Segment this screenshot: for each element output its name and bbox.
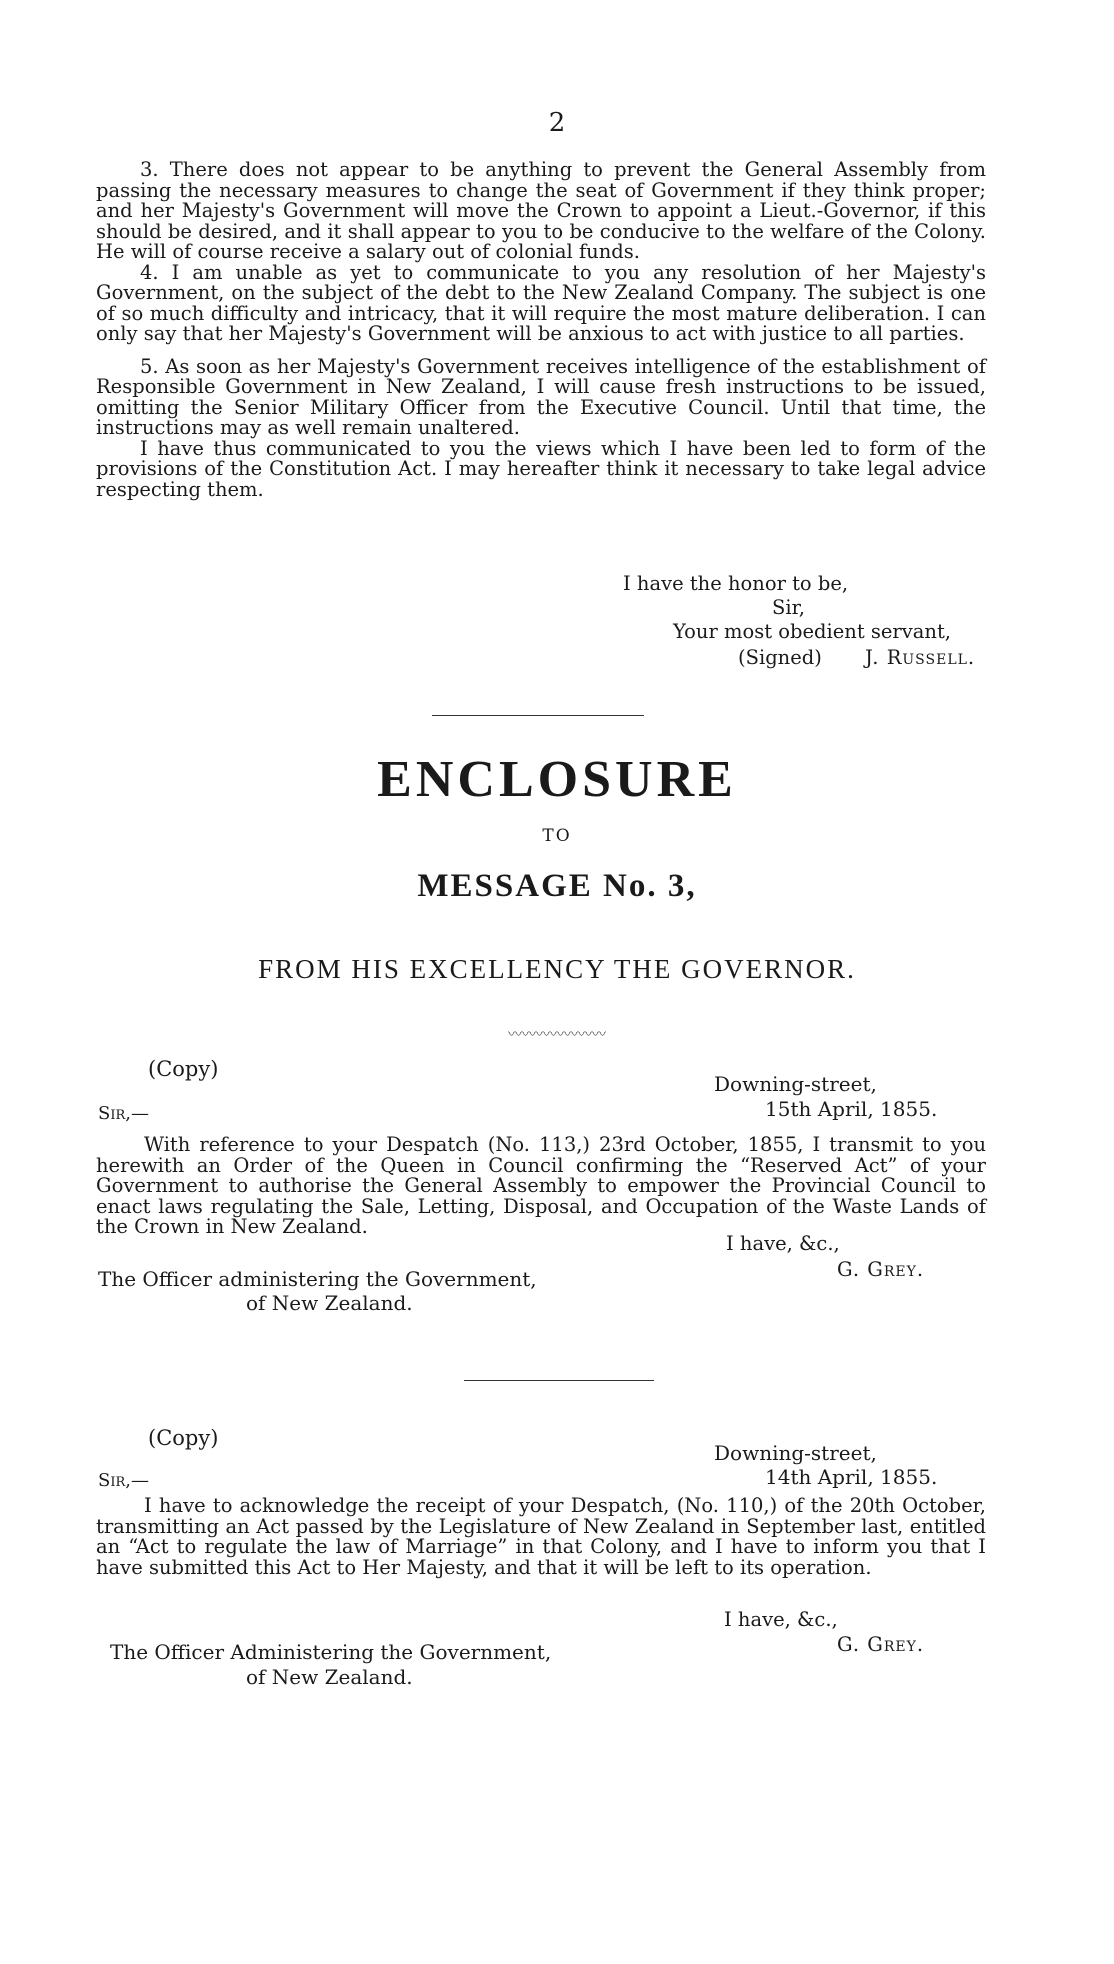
- signature-grey: G. Grey.: [837, 1258, 925, 1281]
- closing-servant: Your most obedient servant,: [673, 620, 951, 643]
- body-paragraph: With reference to your Despatch (No. 113,) 23rd October, 1855, I transmit to you herewith an Order of the Queen in Council confirming the “Reserved Act” of your Government to authorise the General Assembly to empower the Provincial Council to enact laws regulating the Sale, Letting, Disposal, and Occupation of the Waste Lands of the Crown in New Zealand.: [96, 1133, 986, 1238]
- paragraph-4: 4. I am unable as yet to communicate to you any resolution of her Majesty's Government, on the subject of the debt to the New Zealand Company. The subject is one of so much difficulty and intricacy, that it will require the most mature deliberation. I can only say that her Majesty's Government will be anxious to act with justice to all parties.: [96, 260, 986, 345]
- closing-honor: I have the honor to be,: [623, 572, 849, 595]
- paragraph-5: 5. As soon as her Majesty's Government receives intelligence of the establishment of Responsible Government in New Zealand, I will cause fresh instructions to be issued, omitting the Senior Military Officer from the Executive Council. Until that time, the instructions may as well remain unaltered.: [96, 354, 986, 439]
- copy-label: (Copy): [148, 1057, 219, 1081]
- letter-body: [96, 1496, 986, 1578]
- copy-label: (Copy): [148, 1426, 219, 1450]
- date-line: 14th April, 1855.: [765, 1465, 938, 1489]
- addressee-place: of New Zealand.: [246, 1665, 413, 1689]
- letter-body: [96, 160, 986, 500]
- divider-rule: [432, 715, 644, 716]
- paragraph-closing: I have thus communicated to you the views which I have been led to form of the provisions of the Constitution Act. I may hereafter think it necessary to take legal advice respecting them.: [96, 436, 986, 501]
- enclosure-to: TO: [542, 826, 572, 846]
- paragraph-3: 3. There does not appear to be anything to prevent the General Assembly from passing the necessary measures to change the seat of Government if they think proper; and her Majesty's Government will move the Crown to appoint a Lieut.-Governor, if this should be desired, and it shall appear to you to be conducive to the welfare of the Colony. He will of course receive a salary out of colonial funds.: [96, 158, 986, 263]
- message-heading: MESSAGE No. 3,: [417, 868, 697, 904]
- from-governor-heading: FROM HIS EXCELLENCY THE GOVERNOR.: [258, 954, 856, 984]
- salutation: Sir,—: [98, 1103, 149, 1124]
- closing-sir: Sir,: [772, 596, 805, 619]
- i-have-line: I have, &c.,: [726, 1232, 840, 1255]
- addressee-line: The Officer Administering the Government,: [110, 1640, 552, 1664]
- letter-body: [96, 1135, 986, 1238]
- address-line: Downing-street,: [714, 1072, 877, 1096]
- addressee-place: of New Zealand.: [246, 1291, 413, 1315]
- salutation: Sir,—: [98, 1470, 149, 1491]
- signed-label: (Signed): [738, 646, 822, 669]
- wavy-ornament: 〰〰〰〰〰〰〰: [508, 1027, 606, 1043]
- enclosure-title: ENCLOSURE: [377, 751, 737, 808]
- signature-grey: G. Grey.: [837, 1633, 925, 1656]
- i-have-line: I have, &c.,: [724, 1608, 838, 1631]
- address-line: Downing-street,: [714, 1441, 877, 1465]
- date-line: 15th April, 1855.: [765, 1097, 938, 1121]
- divider-rule: [464, 1380, 654, 1381]
- page-number: 2: [548, 108, 566, 138]
- addressee-line: The Officer administering the Government,: [98, 1267, 537, 1291]
- signature-russell: J. Russell.: [865, 646, 976, 669]
- body-paragraph: I have to acknowledge the receipt of your Despatch, (No. 110,) of the 20th October, transmitting an Act passed by the Legislature of New Zealand in September last, entitled an “Act to regulate the law of Marriage” in that Colony, and I have to inform you that I have submitted this Act to Her Majesty, and that it will be left to its operation.: [96, 1494, 986, 1579]
